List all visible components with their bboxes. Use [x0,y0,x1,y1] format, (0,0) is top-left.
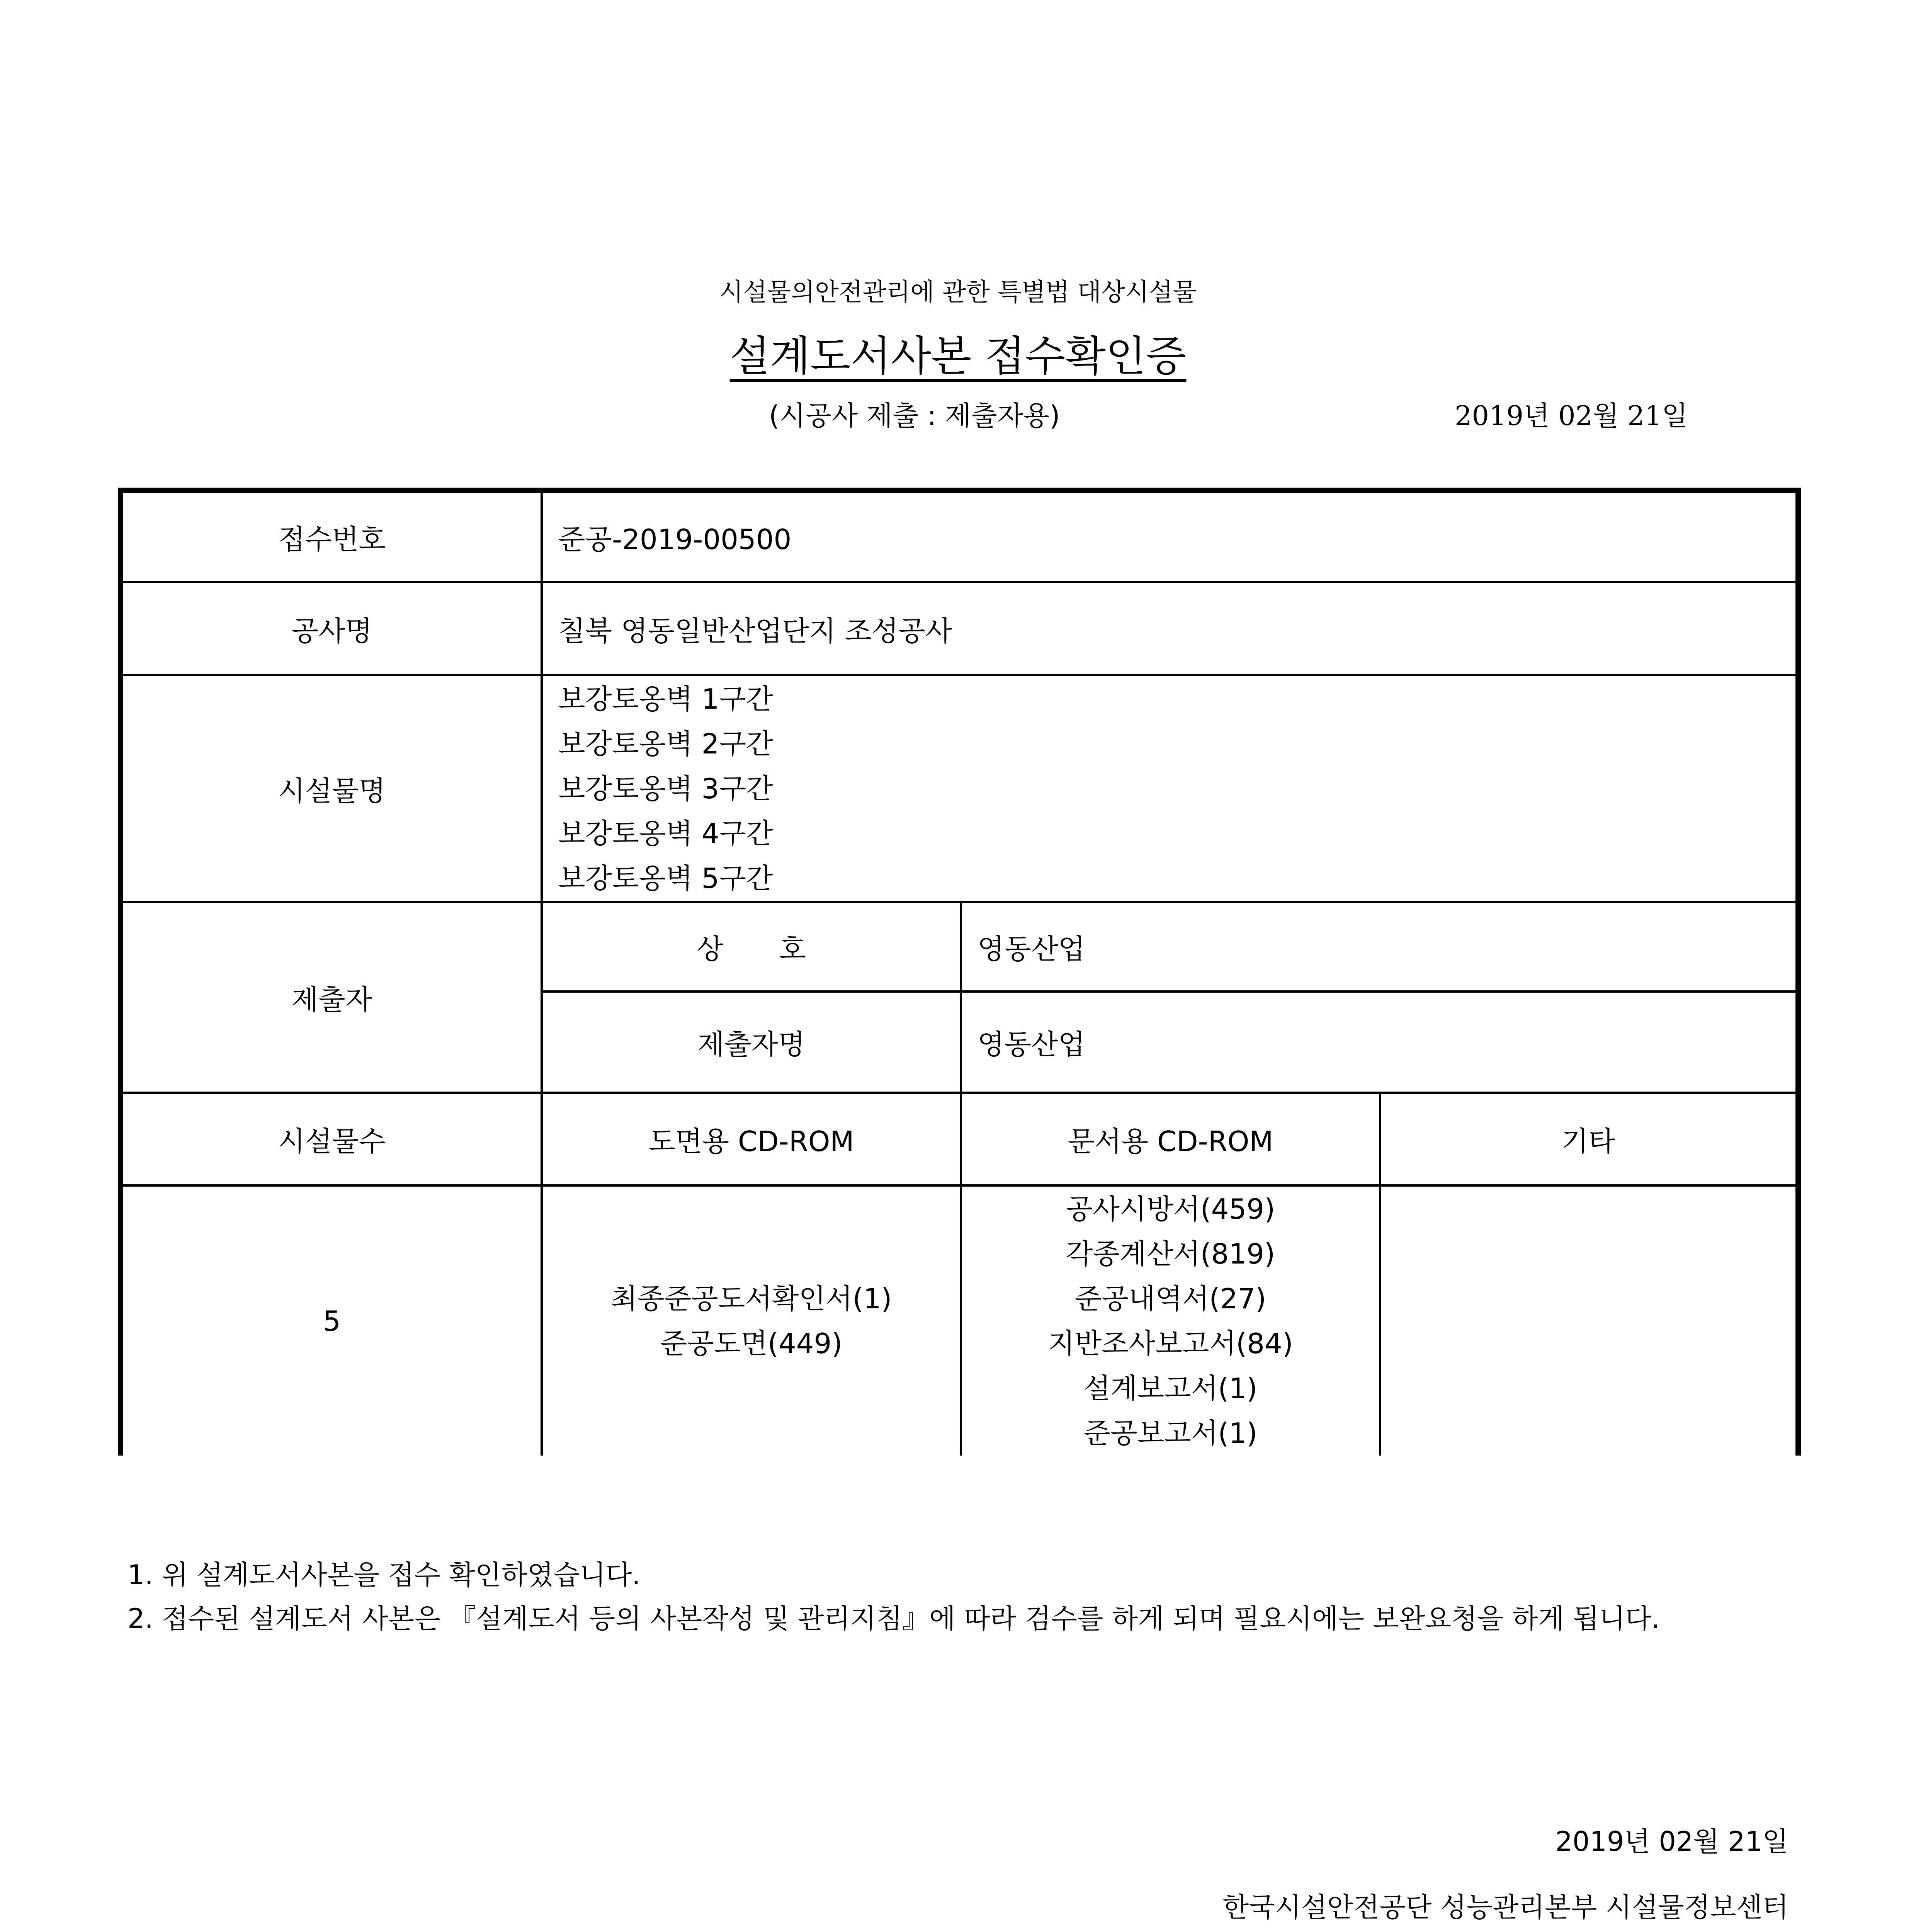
receipt-table [118,488,1795,1452]
project-name-value: 칠북 영동일반산업단지 조성공사 [542,582,1798,675]
document-cd-item: 준공보고서(1) [1083,1417,1258,1449]
facility-count-value: 5 [121,1185,542,1456]
drawing-cd-label: 도면용 CD-ROM [542,1093,961,1185]
facility-count-label: 시설물수 [121,1093,542,1185]
submitter-label: 제출자 [121,902,542,1093]
facility-name-label: 시설물명 [121,675,542,902]
document-title-text: 설계도서사본 접수확인증 [729,332,1187,381]
submitter-name-label: 제출자명 [542,992,961,1093]
document-cd-item: 공사시방서(459) [1066,1193,1275,1225]
footer-date: 2019년 02월 21일 [1555,1826,1788,1857]
document-cd-item: 각종계산서(819) [1066,1238,1275,1270]
document-title [0,323,1916,383]
facility-item: 보강토옹벽 3구간 [558,772,773,805]
facility-item: 보강토옹벽 1구간 [558,682,773,715]
document-cd-item: 설계보고서(1) [1083,1372,1258,1405]
other-label: 기타 [1380,1093,1798,1185]
facility-item: 보강토옹벽 4구간 [558,817,773,850]
submission-note: (시공사 제출 : 제출자용) [769,400,1060,432]
document-cd-list [961,1185,1380,1456]
company-label: 상 호 [542,902,961,992]
document-cd-label: 문서용 CD-ROM [961,1093,1380,1185]
notice-line-1: 1. 위 설계도서사본을 접수 확인하였습니다. [128,1559,641,1591]
document-subtitle: 시설물의안전관리에 관한 특별법 대상시설물 [719,278,1197,307]
facility-name-list [542,675,1798,902]
facility-item: 보강토옹벽 2구간 [558,727,773,760]
project-name-label: 공사명 [121,582,542,675]
other-value [1380,1185,1798,1456]
facility-item: 보강토옹벽 5구간 [558,862,773,895]
receipt-number-value: 준공-2019-00500 [542,490,1798,582]
header-date: 2019년 02월 21일 [1455,400,1688,432]
company-value: 영동산업 [961,902,1798,992]
organization-name: 한국시설안전공단 성능관리본부 시설물정보센터 [1222,1891,1788,1923]
drawing-cd-list [542,1185,961,1456]
notice-line-2: 2. 접수된 설계도서 사본은 『설계도서 등의 사본작성 및 관리지침』에 따라 검수를 하게 되며 필요시에는 보완요청을 하게 됩니다. [128,1603,1660,1634]
document-cd-item: 지반조사보고서(84) [1048,1327,1293,1360]
document-cd-item: 준공내역서(27) [1074,1282,1267,1315]
drawing-cd-item: 준공도면(449) [660,1327,843,1360]
submitter-name-value: 영동산업 [961,992,1798,1093]
drawing-cd-item: 최종준공도서확인서(1) [610,1282,892,1315]
receipt-number-label: 접수번호 [121,490,542,582]
